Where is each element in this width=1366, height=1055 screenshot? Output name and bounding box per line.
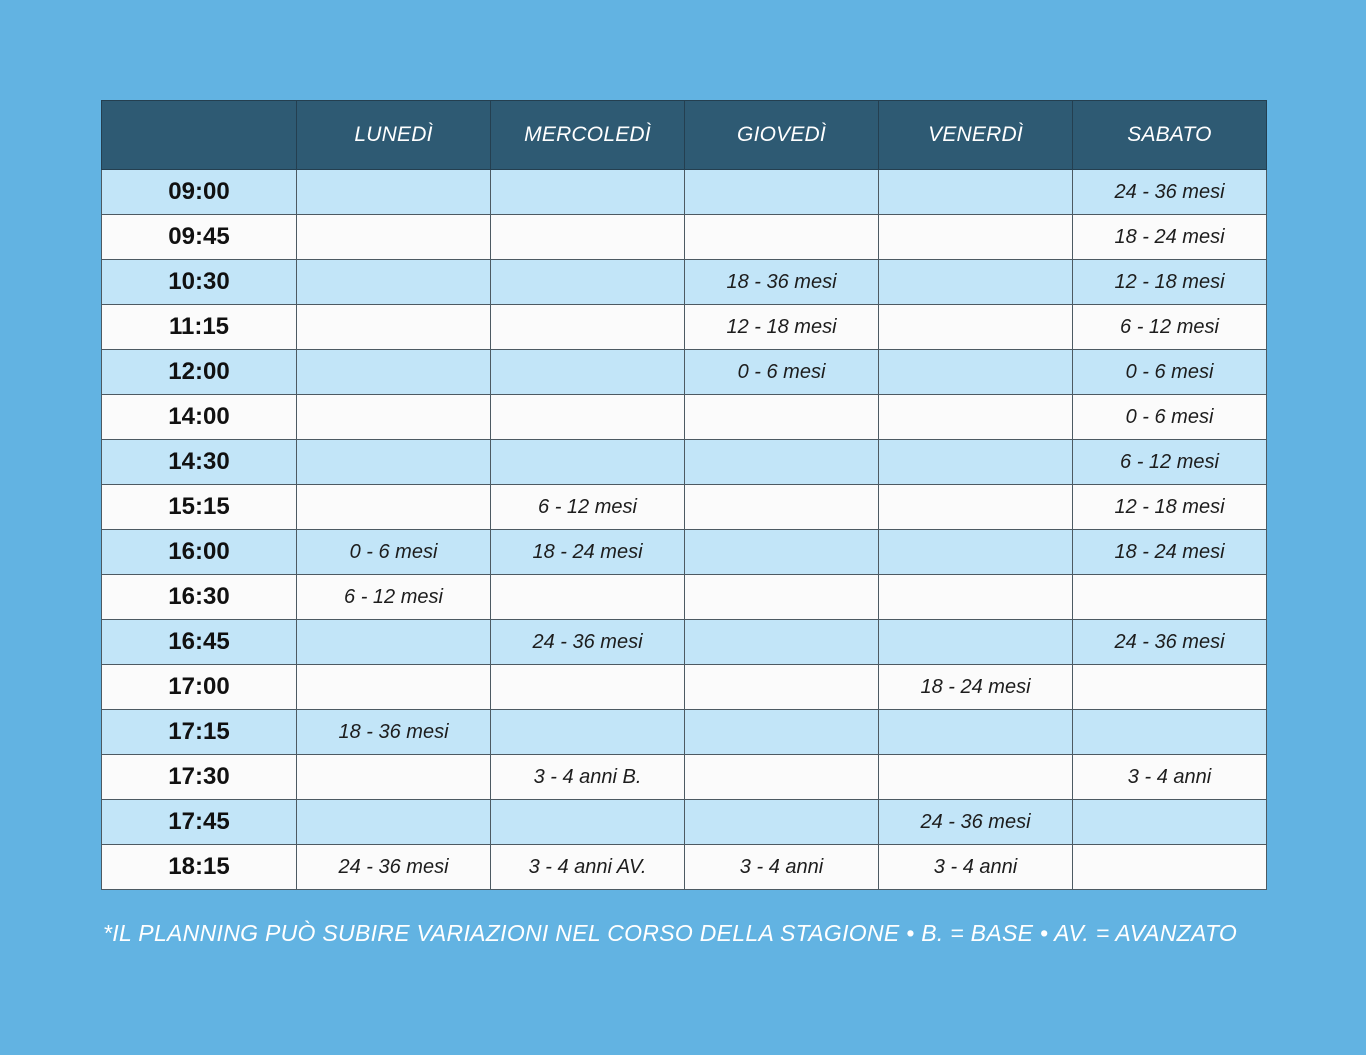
class-cell: 18 - 24 mesi bbox=[491, 530, 685, 575]
class-cell bbox=[879, 755, 1073, 800]
class-cell bbox=[685, 530, 879, 575]
time-cell: 09:45 bbox=[102, 215, 297, 260]
class-cell: 24 - 36 mesi bbox=[1073, 170, 1267, 215]
table-row bbox=[102, 845, 1267, 890]
header-day-sabato: SABATO bbox=[1073, 101, 1267, 170]
time-cell: 17:30 bbox=[102, 755, 297, 800]
time-cell: 12:00 bbox=[102, 350, 297, 395]
class-cell bbox=[491, 575, 685, 620]
class-cell bbox=[297, 305, 491, 350]
table-row bbox=[102, 350, 1267, 395]
table-row bbox=[102, 485, 1267, 530]
class-cell bbox=[879, 215, 1073, 260]
class-cell bbox=[685, 440, 879, 485]
class-cell: 18 - 24 mesi bbox=[1073, 215, 1267, 260]
class-cell bbox=[491, 665, 685, 710]
class-cell: 18 - 36 mesi bbox=[685, 260, 879, 305]
table-row bbox=[102, 215, 1267, 260]
class-cell: 0 - 6 mesi bbox=[1073, 395, 1267, 440]
class-cell bbox=[1073, 845, 1267, 890]
time-cell: 16:45 bbox=[102, 620, 297, 665]
class-cell bbox=[491, 800, 685, 845]
class-cell: 24 - 36 mesi bbox=[879, 800, 1073, 845]
time-cell: 16:00 bbox=[102, 530, 297, 575]
footnote: *IL PLANNING PUÒ SUBIRE VARIAZIONI NEL CORSO DELLA STAGIONE • B. = BASE • AV. = AVANZATO bbox=[103, 920, 1238, 946]
header-day-giovedi: GIOVEDÌ bbox=[685, 101, 879, 170]
class-cell bbox=[879, 485, 1073, 530]
class-cell: 18 - 24 mesi bbox=[879, 665, 1073, 710]
class-cell bbox=[685, 665, 879, 710]
class-cell: 0 - 6 mesi bbox=[1073, 350, 1267, 395]
class-cell bbox=[491, 305, 685, 350]
class-cell bbox=[1073, 575, 1267, 620]
class-cell: 24 - 36 mesi bbox=[491, 620, 685, 665]
class-cell bbox=[297, 170, 491, 215]
class-cell bbox=[685, 575, 879, 620]
class-cell: 24 - 36 mesi bbox=[1073, 620, 1267, 665]
class-cell: 3 - 4 anni AV. bbox=[491, 845, 685, 890]
class-cell bbox=[491, 440, 685, 485]
class-cell bbox=[297, 755, 491, 800]
class-cell bbox=[685, 620, 879, 665]
time-cell: 16:30 bbox=[102, 575, 297, 620]
header-day-mercoledi: MERCOLEDÌ bbox=[491, 101, 685, 170]
class-cell bbox=[879, 350, 1073, 395]
class-cell: 0 - 6 mesi bbox=[297, 530, 491, 575]
class-cell bbox=[685, 485, 879, 530]
time-cell: 15:15 bbox=[102, 485, 297, 530]
class-cell bbox=[297, 215, 491, 260]
class-cell: 6 - 12 mesi bbox=[297, 575, 491, 620]
header-day-lunedi: LUNEDÌ bbox=[297, 101, 491, 170]
class-cell: 0 - 6 mesi bbox=[685, 350, 879, 395]
class-cell bbox=[297, 395, 491, 440]
class-cell bbox=[879, 170, 1073, 215]
class-cell bbox=[685, 755, 879, 800]
class-cell: 6 - 12 mesi bbox=[1073, 305, 1267, 350]
class-cell bbox=[879, 260, 1073, 305]
time-cell: 11:15 bbox=[102, 305, 297, 350]
class-cell: 12 - 18 mesi bbox=[1073, 260, 1267, 305]
class-cell bbox=[685, 170, 879, 215]
class-cell bbox=[1073, 710, 1267, 755]
class-cell bbox=[1073, 665, 1267, 710]
schedule-table bbox=[101, 100, 1267, 890]
header-corner bbox=[102, 101, 297, 170]
class-cell bbox=[491, 260, 685, 305]
class-cell bbox=[879, 575, 1073, 620]
table-row bbox=[102, 620, 1267, 665]
class-cell: 3 - 4 anni bbox=[685, 845, 879, 890]
table-row bbox=[102, 395, 1267, 440]
table-row bbox=[102, 440, 1267, 485]
class-cell: 3 - 4 anni bbox=[879, 845, 1073, 890]
class-cell: 6 - 12 mesi bbox=[491, 485, 685, 530]
table-row bbox=[102, 800, 1267, 845]
class-cell bbox=[297, 665, 491, 710]
class-cell bbox=[879, 395, 1073, 440]
class-cell bbox=[685, 710, 879, 755]
header-row bbox=[102, 101, 1267, 170]
class-cell bbox=[685, 800, 879, 845]
class-cell bbox=[491, 350, 685, 395]
class-cell bbox=[297, 260, 491, 305]
time-cell: 17:00 bbox=[102, 665, 297, 710]
table-row bbox=[102, 530, 1267, 575]
class-cell bbox=[1073, 800, 1267, 845]
class-cell bbox=[491, 170, 685, 215]
time-cell: 10:30 bbox=[102, 260, 297, 305]
class-cell: 6 - 12 mesi bbox=[1073, 440, 1267, 485]
class-cell bbox=[685, 395, 879, 440]
class-cell bbox=[879, 710, 1073, 755]
class-cell: 18 - 36 mesi bbox=[297, 710, 491, 755]
class-cell bbox=[297, 620, 491, 665]
time-cell: 14:30 bbox=[102, 440, 297, 485]
table-row bbox=[102, 710, 1267, 755]
schedule-body bbox=[102, 170, 1267, 890]
time-cell: 17:15 bbox=[102, 710, 297, 755]
class-cell bbox=[297, 800, 491, 845]
table-row bbox=[102, 575, 1267, 620]
class-cell: 12 - 18 mesi bbox=[685, 305, 879, 350]
class-cell: 18 - 24 mesi bbox=[1073, 530, 1267, 575]
class-cell bbox=[297, 485, 491, 530]
time-cell: 18:15 bbox=[102, 845, 297, 890]
class-cell bbox=[491, 395, 685, 440]
class-cell bbox=[297, 440, 491, 485]
class-cell bbox=[491, 215, 685, 260]
table-row bbox=[102, 305, 1267, 350]
class-cell bbox=[297, 350, 491, 395]
class-cell bbox=[685, 215, 879, 260]
header-day-venerdi: VENERDÌ bbox=[879, 101, 1073, 170]
class-cell bbox=[879, 620, 1073, 665]
class-cell: 3 - 4 anni bbox=[1073, 755, 1267, 800]
table-row bbox=[102, 665, 1267, 710]
time-cell: 09:00 bbox=[102, 170, 297, 215]
table-row bbox=[102, 755, 1267, 800]
class-cell bbox=[879, 305, 1073, 350]
time-cell: 17:45 bbox=[102, 800, 297, 845]
class-cell bbox=[879, 530, 1073, 575]
class-cell: 12 - 18 mesi bbox=[1073, 485, 1267, 530]
table-row bbox=[102, 170, 1267, 215]
class-cell bbox=[491, 710, 685, 755]
time-cell: 14:00 bbox=[102, 395, 297, 440]
class-cell bbox=[879, 440, 1073, 485]
table-row bbox=[102, 260, 1267, 305]
class-cell: 3 - 4 anni B. bbox=[491, 755, 685, 800]
class-cell: 24 - 36 mesi bbox=[297, 845, 491, 890]
